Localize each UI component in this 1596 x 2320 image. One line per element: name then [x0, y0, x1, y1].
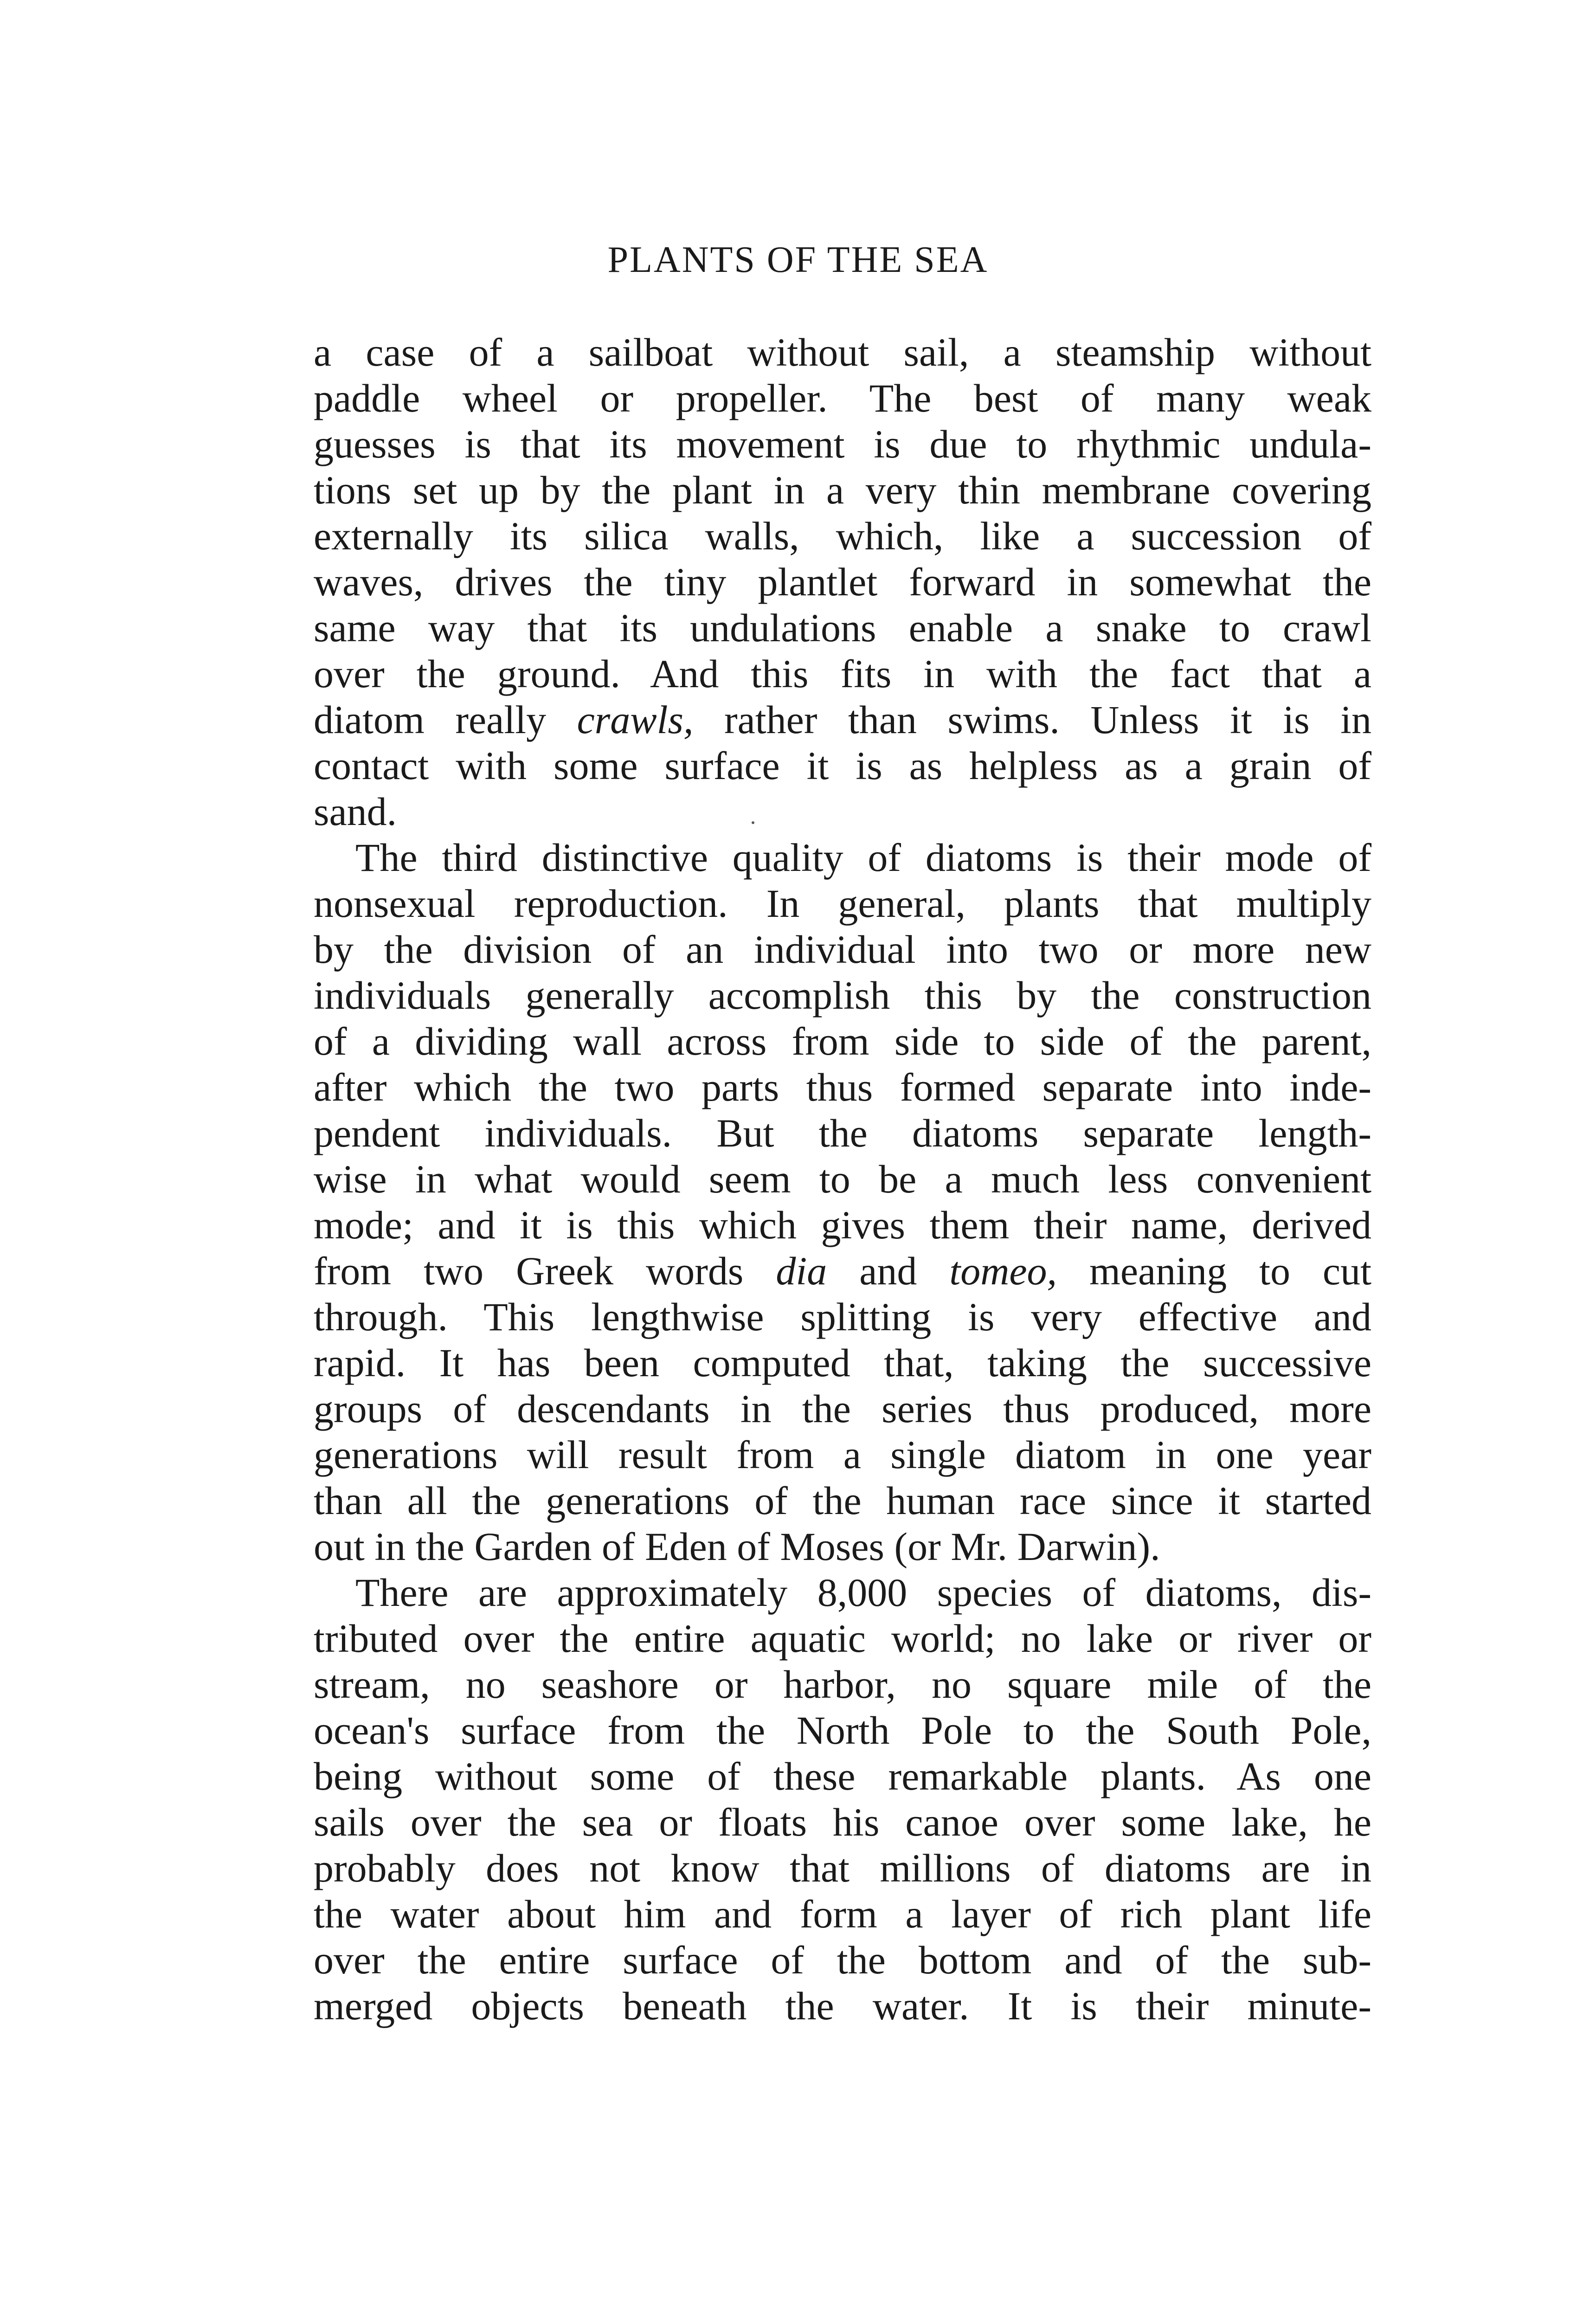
text-line: guesses is that its movement is due to rhythmic undula- [314, 422, 1371, 466]
text-line: The third distinctive quality of diatoms is their mode of [355, 835, 1371, 880]
text-line: merged objects beneath the water. It is their minute- [314, 1984, 1371, 2028]
text-line: than all the generations of the human race since it started [314, 1478, 1371, 1523]
text-line: stream, no seashore or harbor, no square mile of the [314, 1662, 1371, 1707]
text-line: There are approximately 8,000 species of diatoms, dis- [355, 1570, 1371, 1615]
text-line: contact with some surface it is as helpless as a grain of [314, 743, 1371, 788]
text-line [314, 697, 1371, 743]
text-line: generations will result from a single diatom in one year [314, 1432, 1371, 1477]
text-line: being without some of these remarkable plants. As one [314, 1754, 1371, 1798]
text-line: nonsexual reproduction. In general, plants that multiply [314, 881, 1371, 926]
text-line: a case of a sailboat without sail, a steamship without [314, 330, 1371, 374]
text-line: pendent individuals. But the diatoms separate length- [314, 1111, 1371, 1155]
text-line: tions set up by the plant in a very thin membrane covering [314, 468, 1371, 512]
text-run: diatom really [314, 697, 577, 742]
text-line: individuals generally accomplish this by the construction [314, 973, 1371, 1018]
text-line: externally its silica walls, which, like a succession of [314, 514, 1371, 558]
body-text [314, 329, 1371, 2029]
italic-word: dia [776, 1249, 827, 1293]
text-line: paddle wheel or propeller. The best of many weak [314, 376, 1371, 420]
text-line: sails over the sea or floats his canoe over some lake, he [314, 1800, 1371, 1844]
text-line: same way that its undulations enable a snake to crawl [314, 606, 1371, 650]
text-line: mode; and it is this which gives them their name, derived [314, 1203, 1371, 1247]
running-head: PLANTS OF THE SEA [607, 239, 989, 280]
text-line: waves, drives the tiny plantlet forward in somewhat the [314, 560, 1371, 604]
text-line: over the ground. And this fits in with the fact that a [314, 651, 1371, 696]
text-line: after which the two parts thus formed separate into inde- [314, 1065, 1371, 1109]
text-line: of a dividing wall across from side to side of the parent, [314, 1019, 1371, 1063]
text-line: by the division of an individual into two or more new [314, 927, 1371, 972]
text-line: through. This lengthwise splitting is very effective and [314, 1295, 1371, 1339]
text-run: from two Greek words [314, 1249, 776, 1293]
text-line: sand. [314, 789, 397, 834]
text-line: groups of descendants in the series thus produced, more [314, 1386, 1371, 1431]
italic-word: crawls, [577, 697, 694, 742]
italic-word: tomeo, [949, 1249, 1057, 1293]
text-run: and [827, 1249, 950, 1293]
text-run: rather than swims. Unless it is in [693, 697, 1371, 742]
text-line: probably does not know that millions of diatoms are in [314, 1846, 1371, 1890]
text-line: ocean's surface from the North Pole to the South Pole, [314, 1708, 1371, 1753]
text-run: meaning to cut [1057, 1249, 1371, 1293]
scan-speck [752, 821, 754, 824]
text-line: out in the Garden of Eden of Moses (or Mr. Darwin). [314, 1524, 1160, 1569]
text-line: over the entire surface of the bottom and of the sub- [314, 1938, 1371, 1982]
text-line: the water about him and form a layer of rich plant life [314, 1892, 1371, 1936]
text-line [314, 1248, 1371, 1294]
text-line: rapid. It has been computed that, taking the successive [314, 1340, 1371, 1385]
text-line: wise in what would seem to be a much less convenient [314, 1157, 1371, 1201]
text-line: tributed over the entire aquatic world; no lake or river or [314, 1616, 1371, 1661]
